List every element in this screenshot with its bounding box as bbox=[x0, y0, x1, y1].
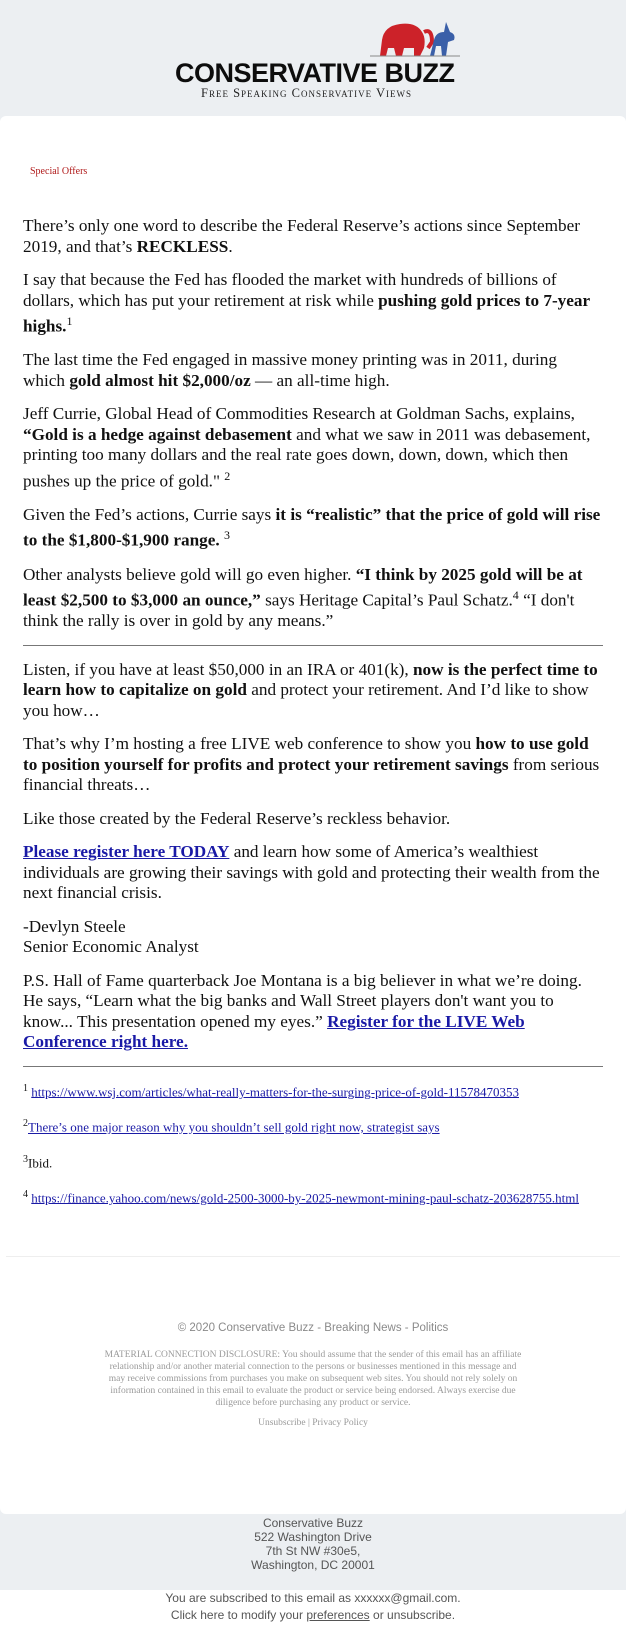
paragraph-5: Given the Fed’s actions, Currie says it is “realistic” that the price of gold will rise to the $1,800-$1,900 range. $^3$ bbox=[23, 504, 601, 551]
footnote-2-link[interactable]: There’s one major reason why you shouldn’t sell gold right now, strategist says bbox=[28, 1119, 440, 1135]
special-offers-label: Special Offers bbox=[30, 166, 88, 177]
footnote-1-link[interactable]: https://www.wsj.com/articles/what-really-matters-for-the-surging-price-of-gold-11578470353 bbox=[31, 1084, 519, 1100]
email-content bbox=[23, 216, 603, 1222]
footnote-ref-4: 4 bbox=[512, 588, 519, 603]
logo[interactable] bbox=[175, 18, 455, 100]
postscript: P.S. Hall of Fame quarterback Joe Montana is a big believer in what we’re doing. He says, “Learn what the big banks and Wall Street players don't want you to know... This presentation opened my eyes.” Register for the LIVE Web Conference right here. bbox=[23, 970, 582, 1052]
paragraph-3: The last time the Fed engaged in massive money printing was in 2011, during which gold almost hit $2,000/oz — an all-time high. bbox=[23, 350, 557, 390]
subscription-bar bbox=[0, 1590, 626, 1625]
subscribed-notice: You are subscribed to this email as xxxxxx@gmail.com. bbox=[165, 1591, 461, 1605]
footnote-4-link[interactable]: https://finance.yahoo.com/news/gold-2500-3000-by-2025-newmont-mining-paul-schatz-203628755.html bbox=[31, 1190, 579, 1206]
signature-title: Senior Economic Analyst bbox=[23, 937, 199, 957]
footnote-1: $^1$ https://www.wsj.com/articles/what-really-matters-for-the-surging-price-of-gold-11578470353 bbox=[23, 1082, 519, 1100]
signature-name: -Devlyn Steele bbox=[23, 916, 126, 936]
footnote-ref-2: 2 bbox=[224, 468, 231, 483]
brand-tagline: Free Speaking Conservative Views bbox=[201, 86, 413, 100]
footnote-4: $^4$ https://finance.yahoo.com/news/gold-2500-3000-by-2025-newmont-mining-paul-schatz-203628755.html bbox=[23, 1188, 579, 1206]
material-disclosure: MATERIAL CONNECTION DISCLOSURE: You should assume that the sender of this email has an affiliate relationship and/or another material connection to the persons or businesses mentioned in this message and may receive commissions from purchases you make on subsequent web sites. You should not rely solely on information contained in this email to evaluate the product or service being endorsed. Always exercise due diligence before purchasing any product or service. bbox=[104, 1350, 522, 1408]
register-today-link[interactable]: Please register here TODAY bbox=[23, 842, 230, 862]
footer-links: Unsubscribe | Privacy Policy bbox=[258, 1418, 368, 1428]
section-divider bbox=[23, 645, 603, 646]
copyright: © 2020 Conservative Buzz - Breaking News - Politics bbox=[177, 1322, 449, 1334]
email-header bbox=[0, 0, 626, 116]
paragraph-4: Jeff Currie, Global Head of Commodities Research at Goldman Sachs, explains, “Gold is a hedge against debasement and what we saw in 2011 was debasement, printing too many dollars and the real rate goes down, down, down, which then pushes up the price of gold." $^2$ bbox=[23, 404, 591, 491]
email-body-card bbox=[0, 116, 626, 1514]
footnote-ref-1: 1 bbox=[66, 314, 73, 328]
paragraph-6: Other analysts believe gold will go even higher. “I think by 2025 gold will be at least $2,500 to $3,000 an ounce,” says Heritage Capital’s Paul Schatz.$^4$ “I don't think the rally is over in gold by any means.” bbox=[23, 564, 583, 631]
preferences-link[interactable]: preferences bbox=[306, 1608, 370, 1622]
paragraph-2: I say that because the Fed has flooded the market with hundreds of billions of dollars, which has put your retirement at risk while pushing gold prices to 7-year highs.$^1$ bbox=[23, 270, 590, 336]
paragraph-9: Like those created by the Federal Reserve’s reckless behavior. bbox=[23, 808, 451, 828]
paragraph-7: Listen, if you have at least $50,000 in an IRA or 401(k), now is the perfect time to learn how to capitalize on gold and protect your retirement. And I’d like to show you how… bbox=[23, 659, 598, 720]
footnotes-divider bbox=[23, 1066, 603, 1067]
footnote-ref-3: 3 bbox=[223, 528, 230, 543]
elephant-donkey-logo-icon bbox=[370, 18, 460, 63]
footer-divider bbox=[6, 1256, 620, 1257]
footnote-2: $^2$There’s one major reason why you shouldn’t sell gold right now, strategist says bbox=[23, 1118, 440, 1135]
mailing-address: Conservative Buzz 522 Washington Drive 7th St NW #30e5, Washington, DC 20001 bbox=[251, 1516, 375, 1572]
footnotes bbox=[23, 1081, 603, 1206]
signature bbox=[23, 917, 603, 958]
brand-name: CONSERVATIVE BUZZ bbox=[175, 58, 455, 88]
unsubscribe-link[interactable]: Unsubscribe bbox=[258, 1418, 306, 1428]
register-live-conference-link[interactable]: Register for the LIVE Web Conference right here. bbox=[23, 1011, 525, 1052]
privacy-policy-link[interactable]: Privacy Policy bbox=[312, 1418, 368, 1428]
footnote-3: $^3$Ibid. bbox=[23, 1153, 53, 1170]
paragraph-10: Please register here TODAY and learn how some of America’s wealthiest individuals are growing their savings with gold and protecting their wealth from the next financial crisis. bbox=[23, 842, 600, 903]
modify-preferences: Click here to modify your preferences or unsubscribe. bbox=[170, 1608, 456, 1622]
paragraph-1: There’s only one word to describe the Federal Reserve’s actions since September 2019, and that’s RECKLESS. bbox=[23, 216, 580, 256]
paragraph-8: That’s why I’m hosting a free LIVE web conference to show you how to use gold to position yourself for profits and protect your retirement savings from serious financial threats… bbox=[23, 734, 600, 795]
